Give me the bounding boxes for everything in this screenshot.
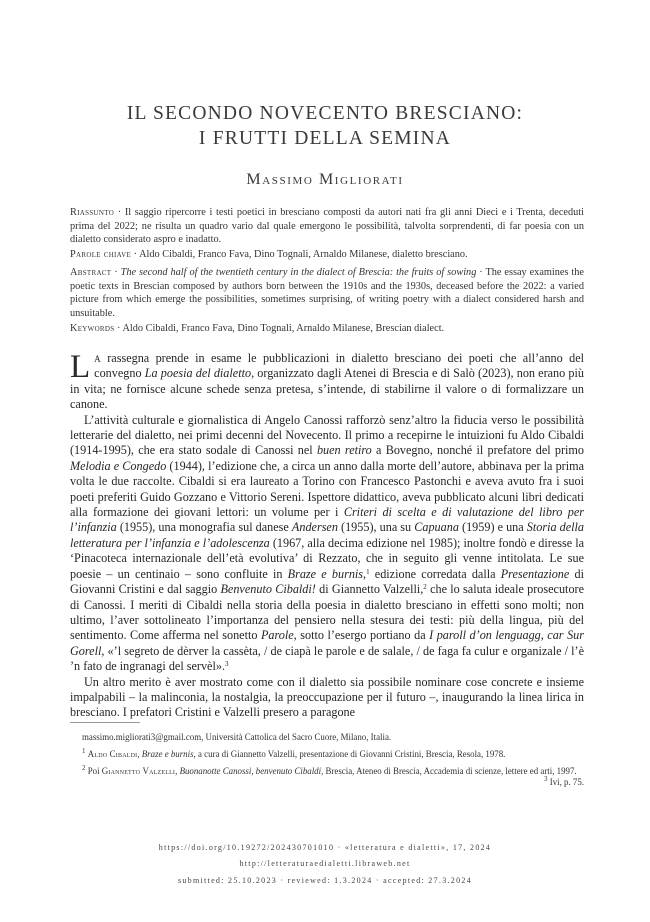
keywords-english: Keywords · Aldo Cibaldi, Franco Fava, Dino Tognali, Arnaldo Milanese, Brescian dialect. <box>70 323 445 334</box>
abstract-english-text: The essay examines the poetic texts in Brescian composed by authors born between the 1910s and the 1930s, deceased before the 2022: a varied picture from which emerge the possibilities, sometimes surprising, of writing poetry with a dialect considered harsh and unsuitable. <box>70 267 584 319</box>
body-paragraph-2: L’attività culturale e giornalistica di Angelo Canossi rafforzò senz’altro la fiducia verso le possibilità letterarie del dialetto, nei primi decenni del Novecento. Il primo a recepirne le intuizioni fu Aldo Cibaldi (1914-1995), che era stato sodale di Canossi nel buen retiro a Bovegno, nonché il prefatore del primo Melodia e Congedo (1944), l’edizione che, a circa un anno dalla morte dell’autore, abbinava per la prima volta le due raccolte. Cibaldi si era laureato a Torino con Francesco Pastonchi e aveva avuto fra i suoi poeti preferiti Guido Gozzano e Vittorio Sereni. Ispettore didattico, aveva pubblicato alcuni libri dedicati alla formazione dei giovani lettori: un volume per i Criteri di scelta e di valutazione del libro per l’infanzia (1955), una monografia sul danese Andersen (1955), una su Capuana (1959) e una Storia della letteratura per l’infanzia e l’adolescenza (1967, alla decima edizione nel 1985); inoltre fondò e diresse la ‘Pinacoteca internazionale dell’età evolutiva’ di Rezzato, che in seguito gli venne intitolata. Le sue poesie – un centinaio – sono confluite in Braze e burnis,$^1$ edizione corredata dalla Presentazione di Giovanni Cristini e dal saggio Benvenuto Cibaldi! di Giannetto Valzelli,$^2$ che lo saluta ideale prosecutore di Canossi. I meriti di Cibaldi nella storia della poesia in dialetto bresciano in effetti sono molti; non ultimo, l’aver sottolineato l’importanza del pensiero nella stesura dei testi: più della lingua, più del sentimento. Come afferma nel sonetto Parole, sotto l’esergo portiano da I paroll d’on lenguagg, car Sur Gorell, «’l segreto de dèrver la cassèta, / de ciapà le parole e de salale, / de faga fa culur e organizale / l’è ’n fato de ingranagi del servèl».$^3$ <box>70 412 585 674</box>
body-paragraph-3: Un altro merito è aver mostrato come con il dialetto sia possibile nominare cose concrete e insieme impalpabili – la malinconia, la nostalgia, la preoccupazione per il futuro –, inaugurando la linea lirica in bresciano. I prefatori Cristini e Valzelli presero a paragone <box>70 674 584 720</box>
submission-dates: submitted: 25.10.2023 · reviewed: 1.3.2024 · accepted: 27.3.2024 <box>177 876 473 885</box>
article-title-line-2: I FRUTTI DELLA SEMINA <box>198 128 452 149</box>
footnote-1: $^1$ Aldo Cibaldi, Braze e burnis, a cura di Giannetto Valzelli, presentazione di Giovanni Cristini, Brescia, Resola, 1978. <box>82 746 506 759</box>
footnote-ref-1[interactable]: 1 <box>366 567 370 576</box>
footnote-ref-3[interactable]: 3 <box>225 660 229 669</box>
footnote-2: $^2$ Poi Giannetto Valzelli, Buonanotte Canossi, benvenuto Cibaldi, Brescia, Ateneo di Brescia, Accademia di scienze, lettere ed arti, 1997. $^3$ Ivi, p. 75. <box>82 763 584 788</box>
abstract-english: Abstract · The second half of the twentieth century in the dialect of Brescia: the fruits of sowing · The essay examines the poetic texts in Brescian composed by authors born between the 1910s and the 1930s, deceased before the 2022: a varied picture from which emerge the possibilities, sometimes surprising, of writing poetry with a dialect considered harsh and unsuitable. <box>70 267 584 319</box>
article-title-line-1: IL SECONDO NOVECENTO BRESCIANO: <box>126 103 524 124</box>
keywords-italian-text: Aldo Cibaldi, Franco Fava, Dino Tognali, Arnaldo Milanese, dialetto bresciano. <box>139 249 468 260</box>
keywords-english-label: Keywords <box>70 323 115 334</box>
doi-line[interactable]: https://doi.org/10.19272/202430701010 · «letteratura e dialetti», 17, 2024 <box>158 843 492 852</box>
journal-website[interactable]: http://letteraturaedialetti.libraweb.net <box>239 859 411 868</box>
abstract-italian: Riassunto · Il saggio ripercorre i testi poetici in bresciano composti da autori nati fra gli anni Dieci e i Trenta, deceduti prima del 2022; ne risulta un quadro vario dal quale emergono le possibilità, talvolta sorprendenti, di far poesia con un dialetto considerato aspro e inadatto. <box>70 207 584 246</box>
keywords-english-text: Aldo Cibaldi, Franco Fava, Dino Tognali, Arnaldo Milanese, Brescian dialect. <box>122 323 445 334</box>
abstract-english-title: The second half of the twentieth century in the dialect of Brescia: the fruits of sowing <box>120 267 477 278</box>
keywords-italian-label: Parole chiave <box>70 249 132 260</box>
footnote-divider <box>70 722 140 723</box>
footnotes <box>70 732 584 789</box>
footnote-ref-2[interactable]: 2 <box>423 583 427 592</box>
abstract-italian-label: Riassunto <box>70 207 115 218</box>
author-name: Massimo Migliorati <box>246 171 404 188</box>
footnote-3: $^3$ Ivi, p. 75. <box>544 775 584 788</box>
body-paragraph-1: La rassegna prende in esame le pubblicazioni in dialetto bresciano dei poeti che all’anno del convegno La poesia del dialetto, organizzato dagli Atenei di Brescia e di Salò (2023), non erano più in vita; ne fornisce alcune schede senza pretesa, s’intende, di stabilirne il valore o di formalizzare un canone. <box>70 349 584 412</box>
article-body <box>70 351 584 721</box>
author-affiliation: massimo.migliorati3@gmail.com, Università Cattolica del Sacro Cuore, Milano, Italia. <box>82 732 392 742</box>
abstract-english-label: Abstract <box>70 267 112 278</box>
drop-cap: L <box>70 349 91 385</box>
abstract-italian-text: Il saggio ripercorre i testi poetici in bresciano composti da autori nati fra gli anni Dieci e i Trenta, deceduti prima del 2022; ne risulta un quadro vario dal quale emergono le possibilità, talvolta sorprendenti, di far poesia con un dialetto considerato aspro e inadatto. <box>70 207 584 246</box>
keywords-italian: Parole chiave · Aldo Cibaldi, Franco Fava, Dino Tognali, Arnaldo Milanese, dialetto bresciano. <box>70 249 468 260</box>
